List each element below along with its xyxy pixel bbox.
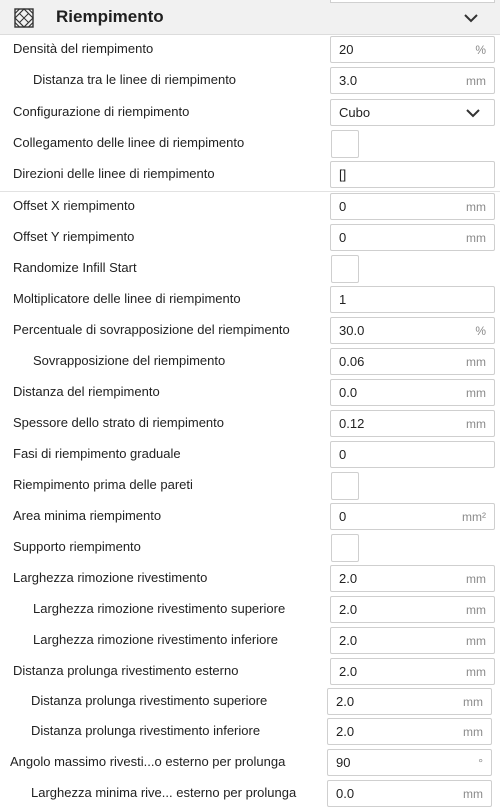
bottom-skin-removal-width-input[interactable]: [330, 627, 495, 654]
setting-row-infill-line-distance: [0, 65, 500, 96]
infill-offset-y-input[interactable]: [330, 224, 495, 251]
setting-label: Larghezza rimozione rivestimento superiore: [33, 601, 286, 616]
setting-row-infill-overlap: [0, 346, 500, 377]
field-unit: mm: [463, 725, 483, 739]
field-unit: mm: [466, 355, 486, 369]
setting-row-infill-wipe-distance: [0, 377, 500, 408]
setting-label: Randomize Infill Start: [13, 260, 137, 275]
bottom-skin-expand-distance-input[interactable]: [327, 718, 492, 745]
field-value: 0.12: [339, 416, 365, 431]
skin-expand-distance-input[interactable]: [330, 658, 495, 685]
setting-label: Distanza del riempimento: [13, 384, 160, 399]
field-unit: mm: [466, 231, 486, 245]
min-infill-area-input[interactable]: [330, 503, 495, 530]
setting-label: Area minima riempimento: [13, 508, 162, 523]
field-value: 30.0: [339, 323, 365, 338]
setting-row-bottom-skin-expand-distance: [0, 716, 500, 747]
field-unit: mm: [463, 787, 483, 801]
setting-label: Distanza tra le linee di riempimento: [33, 72, 237, 87]
section-title: Riempimento: [56, 7, 164, 26]
infill-pattern-icon: [14, 8, 34, 28]
setting-row-skin-expand-distance: [0, 656, 500, 687]
infill-section-header[interactable]: [0, 0, 500, 35]
field-unit: mm: [466, 634, 486, 648]
field-unit: mm: [463, 695, 483, 709]
setting-row-infill-density: [0, 34, 500, 65]
setting-label: Spessore dello strato di riempimento: [13, 415, 224, 430]
infill-overlap-percentage-input[interactable]: [330, 317, 495, 344]
setting-label: Direzioni delle linee di riempimento: [13, 166, 215, 181]
setting-row-min-skin-width-for-expansion: [0, 778, 500, 809]
gradual-infill-steps-input[interactable]: [330, 441, 495, 468]
setting-label: Offset Y riempimento: [13, 229, 135, 244]
randomize-infill-start-checkbox[interactable]: [331, 255, 359, 283]
field-value: Cubo: [339, 105, 371, 120]
setting-row-infill-pattern: [0, 97, 500, 128]
setting-label: Offset X riempimento: [13, 198, 135, 213]
field-value: 20: [339, 42, 354, 57]
setting-row-infill-overlap-percentage: [0, 315, 500, 346]
setting-row-min-infill-area: [0, 501, 500, 532]
min-skin-width-input[interactable]: [327, 780, 492, 807]
top-skin-removal-width-input[interactable]: [330, 596, 495, 623]
infill-line-multiplier-input[interactable]: [330, 286, 495, 313]
setting-row-skin-removal-width: [0, 563, 500, 594]
setting-row-bottom-skin-removal-width: [0, 625, 500, 656]
setting-row-connect-infill-lines: [0, 128, 500, 159]
field-value: 1: [339, 292, 347, 307]
infill-before-walls-checkbox[interactable]: [331, 472, 359, 500]
setting-label: Moltiplicatore delle linee di riempimento: [13, 291, 241, 306]
field-unit: mm: [466, 386, 486, 400]
infill-line-directions-input[interactable]: [330, 161, 495, 188]
setting-label: Collegamento delle linee di riempimento: [13, 135, 245, 150]
field-value: 0: [339, 447, 347, 462]
field-value: 90: [336, 755, 351, 770]
setting-label: Larghezza rimozione rivestimento: [13, 570, 208, 585]
setting-label: Larghezza rimozione rivestimento inferiore: [33, 632, 278, 647]
field-value: 2.0: [336, 694, 355, 709]
setting-label: Angolo massimo rivesti...o esterno per prolunga: [10, 754, 286, 769]
setting-label: Fasi di riempimento graduale: [13, 446, 181, 461]
setting-label: Distanza prolunga rivestimento inferiore: [31, 723, 261, 738]
setting-row-infill-before-walls: [0, 470, 500, 501]
field-value: 0: [339, 509, 347, 524]
infill-pattern-select[interactable]: [330, 99, 495, 126]
field-value: 0.0: [339, 385, 358, 400]
field-unit: mm: [466, 200, 486, 214]
field-unit: mm: [466, 603, 486, 617]
field-value: 3.0: [339, 73, 358, 88]
setting-row-top-skin-removal-width: [0, 594, 500, 625]
setting-label: Sovrapposizione del riempimento: [33, 353, 226, 368]
infill-offset-x-input[interactable]: [330, 193, 495, 220]
setting-row-gradual-infill-steps: [0, 439, 500, 470]
setting-label: Larghezza minima rive... esterno per prolunga: [31, 785, 297, 800]
top-skin-expand-distance-input[interactable]: [327, 688, 492, 715]
field-value: 0: [339, 230, 347, 245]
field-value: 2.0: [336, 724, 355, 739]
infill-line-distance-input[interactable]: [330, 67, 495, 94]
setting-label: Percentuale di sovrapposizione del riempimento: [13, 322, 290, 337]
setting-label: Riempimento prima delle pareti: [13, 477, 193, 492]
setting-row-max-skin-angle-for-expansion: [0, 747, 500, 778]
setting-label: Distanza prolunga rivestimento esterno: [13, 663, 239, 678]
infill-overlap-input[interactable]: [330, 348, 495, 375]
setting-row-infill-offset-x: [0, 191, 500, 222]
setting-row-infill-line-multiplier: [0, 284, 500, 315]
field-unit: mm: [466, 665, 486, 679]
field-value: []: [339, 167, 347, 182]
max-skin-angle-input[interactable]: [327, 749, 492, 776]
field-value: 2.0: [339, 633, 358, 648]
setting-label: Configurazione di riempimento: [13, 104, 190, 119]
field-value: 2.0: [339, 664, 358, 679]
setting-label: Distanza prolunga rivestimento superiore: [31, 693, 268, 708]
skin-removal-width-input[interactable]: [330, 565, 495, 592]
chevron-down-icon[interactable]: [462, 11, 480, 25]
infill-density-input[interactable]: [330, 36, 495, 63]
connect-infill-lines-checkbox[interactable]: [331, 130, 359, 158]
setting-row-infill-line-directions: [0, 159, 500, 190]
field-value: 0.06: [339, 354, 365, 369]
setting-label: Densità del riempimento: [13, 41, 154, 56]
field-unit: mm: [466, 572, 486, 586]
setting-label: Supporto riempimento: [13, 539, 141, 554]
infill-layer-thickness-input[interactable]: [330, 410, 495, 437]
field-unit: °: [478, 756, 483, 770]
setting-row-randomize-infill-start: [0, 253, 500, 284]
field-value: 0: [339, 199, 347, 214]
setting-row-top-skin-expand-distance: [0, 686, 500, 717]
field-unit: mm: [466, 417, 486, 431]
setting-row-infill-offset-y: [0, 222, 500, 253]
field-unit: mm: [466, 74, 486, 88]
field-value: 2.0: [339, 602, 358, 617]
infill-support-checkbox[interactable]: [331, 534, 359, 562]
setting-row-infill-layer-thickness: [0, 408, 500, 439]
field-value: 0.0: [336, 786, 355, 801]
previous-field-edge: [330, 0, 495, 3]
field-unit: %: [475, 324, 486, 338]
field-unit: %: [475, 43, 486, 57]
infill-wipe-distance-input[interactable]: [330, 379, 495, 406]
setting-row-infill-support: [0, 532, 500, 563]
field-unit: mm²: [462, 510, 486, 524]
chevron-down-icon: [466, 108, 480, 118]
field-value: 2.0: [339, 571, 358, 586]
